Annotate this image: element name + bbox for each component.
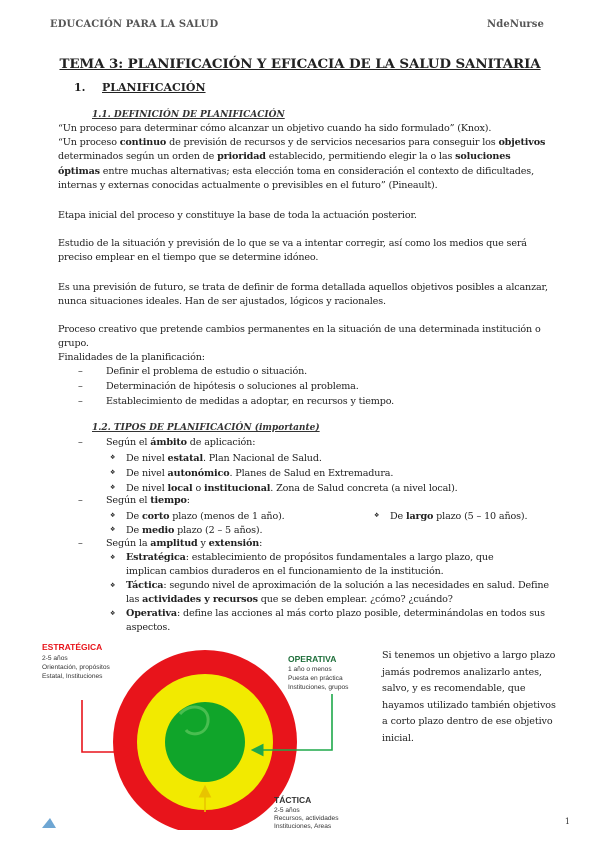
label-operativa-l3: Instituciones, grupos (288, 684, 349, 691)
text: plazo (menos de 1 año). (169, 511, 285, 522)
diamond-bullet-icon: ❖ (110, 454, 116, 461)
diamond-bullet-icon: ❖ (110, 526, 116, 533)
text: Según la (106, 538, 151, 549)
list-item (110, 523, 262, 538)
text: plazo (5 – 10 años). (433, 511, 528, 522)
page-number: 1 (564, 817, 570, 826)
text-bold: medio (141, 525, 175, 536)
paragraph-etapa: Etapa inicial del proceso y constituye la base de toda la actuación posterior. (58, 210, 417, 221)
text: Según el (106, 495, 151, 506)
diamond-bullet-icon: ❖ (110, 582, 116, 589)
def-text: establecido, permitiendo elegir la o las (265, 151, 456, 163)
text-bold: Táctica (126, 580, 164, 591)
paragraph-proceso: Proceso creativo que pretende cambios permanentes en la situación de una determinada institución o grupo. (58, 324, 541, 350)
label-operativa-l2: Puesta en práctica (288, 675, 343, 682)
page-title: TEMA 3: PLANIFICACIÓN Y EFICACIA DE LA SALUD SANITARIA (59, 56, 541, 72)
diamond-bullet-icon: ❖ (110, 512, 116, 519)
finalidades-title: Finalidades de la planificación: (58, 352, 205, 363)
label-operativa-l1: 1 año o menos (288, 666, 332, 673)
list-item (374, 509, 527, 524)
section-heading (74, 81, 206, 94)
label-estrategica: ESTRATÉGICA (42, 642, 103, 652)
list-item (78, 395, 394, 409)
text: de aplicación: (186, 437, 256, 448)
list-item (110, 466, 393, 481)
def-text: entre muchas alternativas; esta elección toma en consideración el contexto de dificultades, internas y externas conocidas actualmente o previsibles en el futuro” (Pineault). (58, 165, 534, 192)
planning-levels-diagram (40, 640, 370, 830)
def-text: de previsión de recursos y de servicios necesarios para conseguir los (166, 137, 499, 148)
diamond-bullet-icon: ❖ (110, 469, 116, 476)
text: De nivel (126, 468, 168, 479)
list-item-body (126, 551, 536, 579)
text-bold: tiempo (150, 495, 187, 506)
label-tactica: TÁCTICA (274, 795, 312, 805)
text: que se deben emplear. ¿cómo? ¿cuándo? (257, 594, 453, 605)
dash-marker: – (78, 366, 83, 377)
text: : segundo nivel de aproximación de la solución a las necesidades en salud. Define las (126, 580, 549, 605)
text-bold: ámbito (150, 437, 187, 448)
text: De (126, 525, 142, 536)
label-tactica-l2: Recursos, actividades (274, 815, 339, 822)
dash-marker: – (78, 495, 83, 506)
paragraph-prevision: Es una previsión de futuro, se trata de definir de forma detallada aquellos objetivos posibles a alcanzar, nunca situaciones ideales. Han de ser ajustados, lógicos y racionales. (58, 282, 548, 308)
list-item (110, 551, 550, 579)
text-bold: autonómico (167, 468, 230, 479)
subheading-tipos: 1.2. TIPOS DE PLANIFICACIÓN (importante) (92, 423, 320, 433)
text: : (259, 538, 263, 549)
def-text: determinados según un orden de (58, 151, 218, 163)
list-item-tiempo (78, 494, 190, 508)
label-operativa: OPERATIVA (288, 654, 337, 664)
list-item-text: Determinación de hipótesis o soluciones al problema. (106, 381, 359, 392)
dash-marker: – (78, 538, 83, 549)
def-bold: soluciones óptimas (58, 151, 511, 177)
section-label: PLANIFICACIÓN (102, 81, 206, 94)
list-item (110, 579, 550, 607)
side-note: Si tenemos un objetivo a largo plazo jamás podremos analizarlo antes, salvo, y es recomendable, que hayamos utilizado también objetivos a corto plazo dentro de ese objetivo inicial. (382, 650, 556, 744)
text-bold: local (167, 483, 193, 494)
text-bold: amplitud (150, 538, 198, 549)
definition-pineault (58, 136, 548, 194)
text: De (390, 511, 406, 522)
label-estrategica-l1: 2-5 años (42, 655, 68, 662)
corner-logo-icon (42, 818, 56, 828)
label-tactica-l3: Instituciones, Areas (274, 823, 332, 830)
list-item (110, 607, 550, 635)
dash-marker: – (78, 437, 83, 448)
text-bold: Operativa (126, 608, 177, 619)
diamond-bullet-icon: ❖ (110, 484, 116, 491)
def-text: “Un proceso (58, 137, 120, 148)
text-bold: corto (141, 511, 170, 522)
label-tactica-l1: 2-5 años (274, 807, 300, 814)
diamond-bullet-icon: ❖ (374, 512, 380, 519)
text: : (186, 495, 190, 506)
text-bold: institucional (203, 483, 271, 494)
definition-knox: “Un proceso para determinar cómo alcanzar un objetivo cuando ha sido formulado” (Knox). (58, 123, 492, 134)
def-bold: objetivos (498, 137, 546, 148)
text: plazo (2 – 5 años). (174, 525, 263, 536)
text: Según el (106, 437, 151, 448)
list-item-text: Establecimiento de medidas a adoptar, en recursos y tiempo. (106, 396, 395, 407)
list-item-body (126, 607, 550, 635)
list-item (110, 451, 322, 466)
ring-operativa (165, 702, 245, 782)
text-bold: extensión (208, 538, 260, 549)
text-bold: largo (405, 511, 434, 522)
label-estrategica-l3: Estatal, Instituciones (42, 673, 103, 680)
dash-marker: – (78, 381, 83, 392)
text-bold: estatal (167, 453, 203, 464)
text: o (192, 483, 204, 494)
diamond-bullet-icon: ❖ (110, 610, 116, 617)
text: . Plan Nacional de Salud. (202, 453, 322, 464)
text: . Planes de Salud en Extremadura. (229, 468, 394, 479)
text-bold: Estratégica (126, 552, 186, 563)
header-right: NdeNurse (487, 19, 544, 30)
diamond-bullet-icon: ❖ (110, 554, 116, 561)
list-item-amplitud (78, 537, 262, 551)
list-item-ambito (78, 436, 255, 450)
text: y (197, 538, 209, 549)
header-left: EDUCACIÓN PARA LA SALUD (50, 19, 219, 30)
def-bold: continuo (119, 137, 167, 148)
text: : establecimiento de propósitos fundamentales a largo plazo, que implican cambios duraderos en el funcionamiento de la institución. (126, 552, 494, 577)
list-item (110, 509, 285, 524)
section-number: 1. (74, 81, 86, 94)
text-bold: actividades y recursos (142, 594, 258, 605)
list-item (78, 365, 307, 379)
text: : define las acciones al más corto plazo posible, determinándolas en todos sus aspectos. (126, 608, 545, 633)
text: De nivel (126, 453, 168, 464)
text: De (126, 511, 142, 522)
subheading-definicion: 1.1. DEFINICIÓN DE PLANIFICACIÓN (92, 110, 285, 120)
paragraph-estudio: Estudio de la situación y previsión de lo que se va a intentar corregir, así como los medios que será preciso emplear en el tiempo que se determine idóneo. (58, 238, 527, 264)
list-item (78, 380, 359, 394)
text: . Zona de Salud concreta (a nivel local). (270, 483, 458, 494)
label-estrategica-l2: Orientación, propósitos (42, 664, 110, 671)
dash-marker: – (78, 396, 83, 407)
list-item-body (126, 579, 550, 607)
text: De nivel (126, 483, 168, 494)
list-item-text: Definir el problema de estudio o situación. (106, 366, 308, 377)
def-bold: prioridad (217, 151, 266, 163)
